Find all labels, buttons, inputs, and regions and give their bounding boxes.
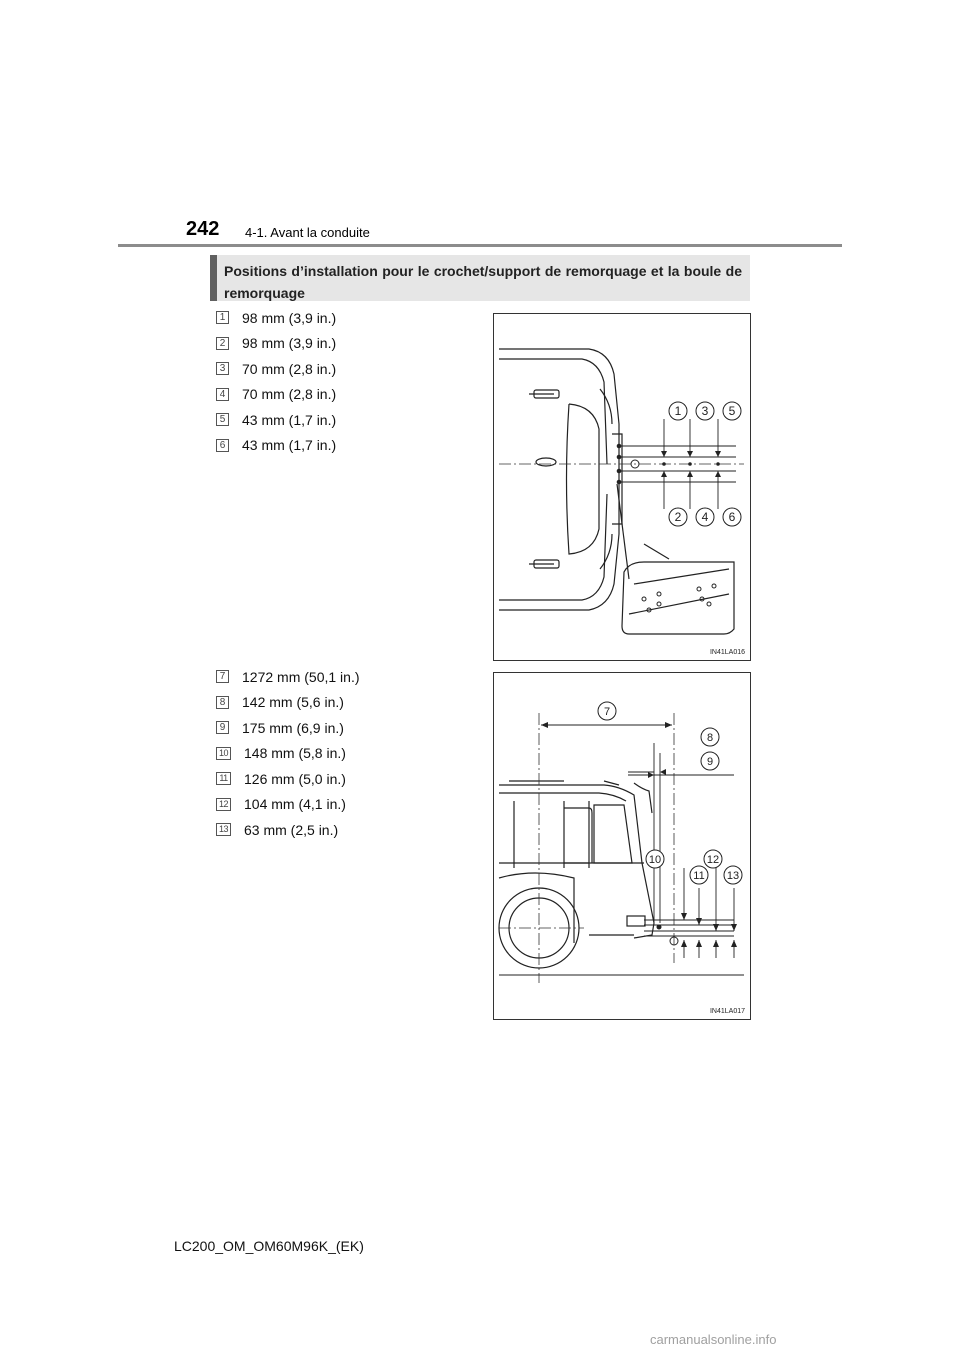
- item-number: 6: [216, 439, 229, 452]
- list-item: [216, 817, 360, 843]
- item-value: 104 mm (4,1 in.): [244, 796, 346, 813]
- list-item: [216, 715, 360, 741]
- callout-label: 6: [728, 510, 736, 524]
- rear-view-illustration: [494, 314, 750, 660]
- item-value: 43 mm (1,7 in.): [242, 411, 337, 428]
- item-value: 1272 mm (50,1 in.): [242, 668, 360, 685]
- list-item: [216, 792, 360, 818]
- list-item: [216, 766, 360, 792]
- figure-code: IN41LA017: [709, 1008, 745, 1015]
- item-value: 63 mm (2,5 in.): [244, 821, 339, 838]
- header-rule: [118, 244, 842, 247]
- list-item: [216, 664, 360, 690]
- section-title: 4-1. Avant la conduite: [245, 225, 370, 240]
- callout-label: 5: [728, 404, 736, 418]
- measurement-list-side: [216, 664, 360, 843]
- list-item: [216, 741, 360, 767]
- heading-text: Positions d’installation pour le crochet/support de remorquage et la boule de remorquage: [224, 263, 742, 301]
- page-number: 242: [186, 218, 220, 240]
- callout-label: 2: [674, 510, 682, 524]
- item-number: 9: [216, 721, 229, 734]
- item-number: 2: [216, 337, 229, 350]
- item-number: 3: [216, 362, 229, 375]
- item-value: 98 mm (3,9 in.): [242, 309, 337, 326]
- section-heading: [210, 255, 750, 301]
- callout-label: 7: [603, 706, 611, 718]
- callout-label: 9: [706, 756, 714, 768]
- callout-label: 1: [674, 404, 682, 418]
- watermark: carmanualsonline.info: [650, 1332, 777, 1347]
- side-view-illustration: [494, 673, 750, 1019]
- item-number: 13: [216, 823, 231, 836]
- list-item: [216, 382, 336, 408]
- item-value: 43 mm (1,7 in.): [242, 437, 337, 454]
- figure-code: IN41LA016: [709, 649, 745, 656]
- list-item: [216, 331, 336, 357]
- heading-accent-bar: [210, 255, 217, 301]
- list-item: [216, 305, 336, 331]
- item-number: 7: [216, 670, 229, 683]
- item-value: 175 mm (6,9 in.): [242, 719, 344, 736]
- callout-label: 13: [726, 870, 740, 882]
- callout-label: 12: [706, 854, 720, 866]
- callout-label: 8: [706, 732, 714, 744]
- item-number: 11: [216, 772, 231, 785]
- callout-label: 10: [648, 854, 662, 866]
- list-item: [216, 433, 336, 459]
- item-value: 98 mm (3,9 in.): [242, 335, 337, 352]
- item-number: 4: [216, 388, 229, 401]
- document-footer: LC200_OM_OM60M96K_(EK): [174, 1238, 364, 1254]
- list-item: [216, 690, 360, 716]
- callout-label: 11: [693, 870, 705, 882]
- item-number: 12: [216, 798, 231, 811]
- figure-rear-view: [493, 313, 751, 661]
- item-value: 148 mm (5,8 in.): [244, 745, 346, 762]
- callout-label: 3: [701, 404, 709, 418]
- item-number: 10: [216, 747, 231, 760]
- item-value: 70 mm (2,8 in.): [242, 386, 337, 403]
- item-value: 70 mm (2,8 in.): [242, 360, 337, 377]
- measurement-list-rear: [216, 305, 336, 458]
- list-item: [216, 407, 336, 433]
- item-value: 126 mm (5,0 in.): [244, 770, 346, 787]
- item-number: 1: [216, 311, 229, 324]
- item-number: 5: [216, 413, 229, 426]
- item-value: 142 mm (5,6 in.): [242, 694, 344, 711]
- list-item: [216, 356, 336, 382]
- figure-side-view: [493, 672, 751, 1020]
- callout-label: 4: [701, 510, 709, 524]
- item-number: 8: [216, 696, 229, 709]
